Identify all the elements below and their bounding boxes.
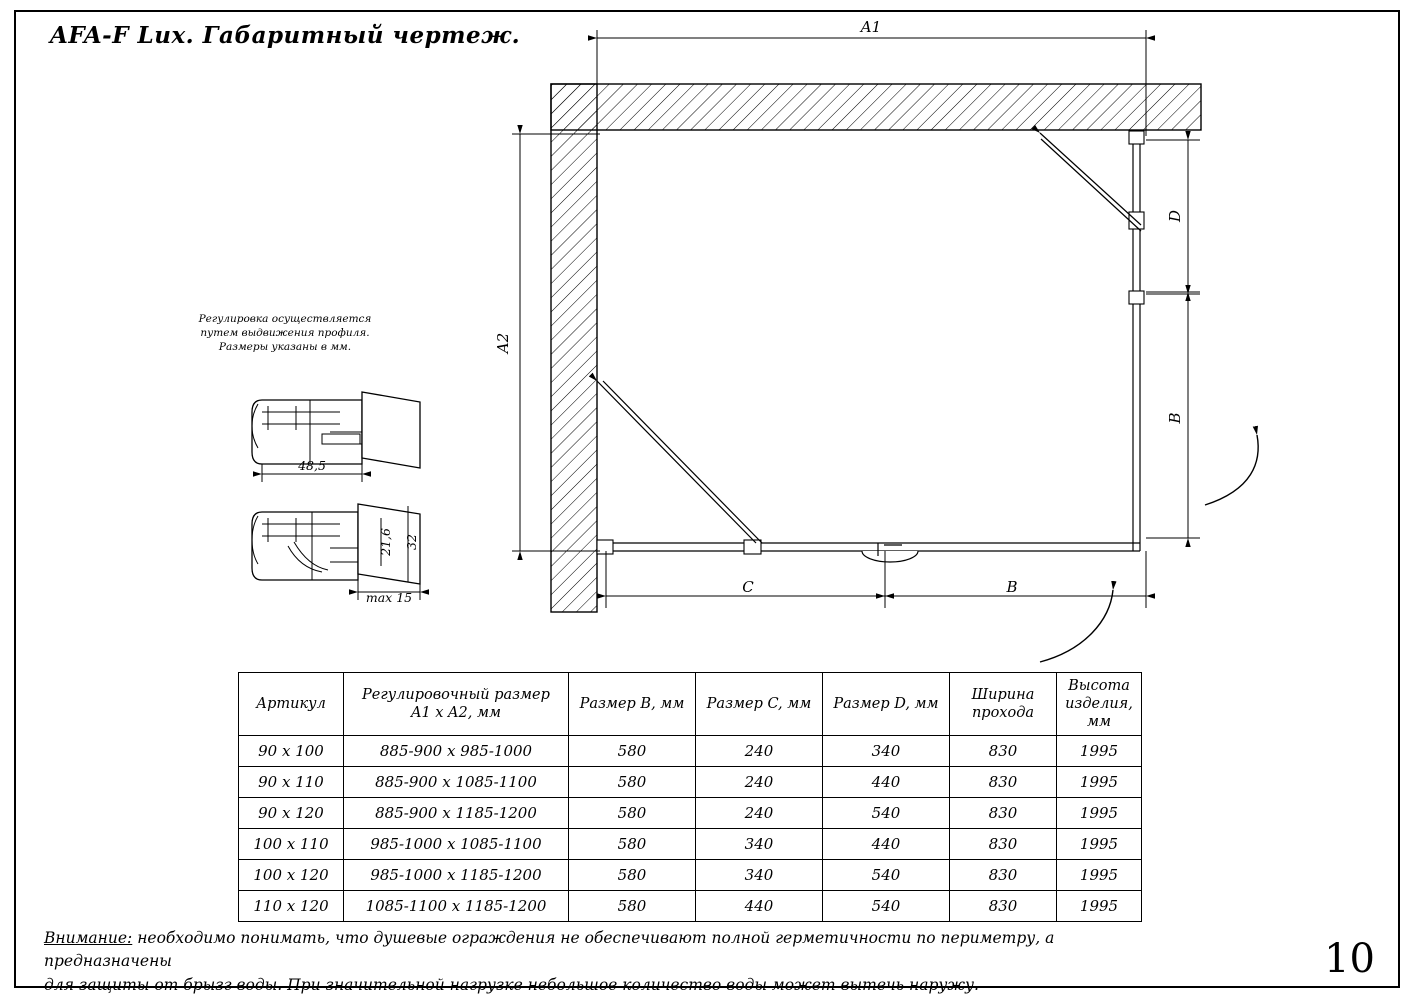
label-d: D <box>1166 209 1184 223</box>
specification-table <box>238 672 1142 922</box>
cell-adjustment: 885-900 x 1185-1200 <box>344 798 569 829</box>
cell-d: 540 <box>823 860 950 891</box>
header-size-c: Размер C, мм <box>696 673 823 736</box>
header-size-d: Размер D, мм <box>823 673 950 736</box>
cell-article: 110 x 120 <box>239 891 344 922</box>
header-article: Артикул <box>239 673 344 736</box>
label-a2: A2 <box>494 332 512 354</box>
cell-article: 100 x 110 <box>239 829 344 860</box>
cell-c: 340 <box>696 829 823 860</box>
warning-note-line-2: для защиты от брызг воды. При значительной нагрузке небольшое количество воды может вытечь наружу. <box>44 975 979 994</box>
warning-note-line-1: необходимо понимать, что душевые ограждения не обеспечивают полной герметичности по периметру, а предназначены <box>44 929 1055 971</box>
cell-d: 540 <box>823 891 950 922</box>
cell-d: 440 <box>823 829 950 860</box>
table-row <box>239 860 1142 891</box>
header-product-height: Высота изделия, мм <box>1057 673 1142 736</box>
cell-passage: 830 <box>950 767 1057 798</box>
cell-c: 440 <box>696 891 823 922</box>
cell-height: 1995 <box>1057 767 1142 798</box>
cell-passage: 830 <box>950 798 1057 829</box>
profile-section-upper <box>252 392 420 468</box>
cell-b: 580 <box>569 798 696 829</box>
cell-passage: 830 <box>950 736 1057 767</box>
table-row <box>239 798 1142 829</box>
cell-article: 90 x 120 <box>239 798 344 829</box>
cell-article: 90 x 110 <box>239 767 344 798</box>
cell-article: 100 x 120 <box>239 860 344 891</box>
cell-passage: 830 <box>950 829 1057 860</box>
profile-section-lower <box>252 504 420 584</box>
cell-adjustment: 885-900 x 985-1000 <box>344 736 569 767</box>
cell-b: 580 <box>569 860 696 891</box>
cell-b: 580 <box>569 736 696 767</box>
profile-note-line-2: путем выдвижения профиля. <box>200 327 370 340</box>
warning-note <box>44 927 1154 997</box>
profile-note-line-1: Регулировка осуществляется <box>198 313 372 325</box>
cell-b: 580 <box>569 767 696 798</box>
cell-passage: 830 <box>950 860 1057 891</box>
page-title: AFA-F Lux. Габаритный чертеж. <box>50 22 521 49</box>
cell-c: 240 <box>696 798 823 829</box>
door-swing-lines <box>597 133 1141 543</box>
table-row <box>239 829 1142 860</box>
cell-d: 540 <box>823 798 950 829</box>
cell-b: 580 <box>569 829 696 860</box>
cell-height: 1995 <box>1057 829 1142 860</box>
label-a1: A1 <box>860 18 882 36</box>
table-row <box>239 891 1142 922</box>
label-c: C <box>742 578 754 596</box>
cell-b: 580 <box>569 891 696 922</box>
header-adjustment-size: Регулировочный размер A1 x A2, мм <box>344 673 569 736</box>
table-row <box>239 736 1142 767</box>
enclosure-plan <box>597 130 1144 562</box>
profile-note-line-3: Размеры указаны в мм. <box>218 341 352 354</box>
label-profile-max: max 15 <box>365 590 413 605</box>
cell-adjustment: 985-1000 x 1085-1100 <box>344 829 569 860</box>
cell-height: 1995 <box>1057 736 1142 767</box>
cell-height: 1995 <box>1057 860 1142 891</box>
cell-article: 90 x 100 <box>239 736 344 767</box>
label-profile-width: 48,5 <box>298 458 326 473</box>
label-profile-outer-height: 32 <box>404 534 419 550</box>
cell-adjustment: 1085-1100 x 1185-1200 <box>344 891 569 922</box>
label-b-bottom: B <box>1006 578 1018 596</box>
header-size-b: Размер B, мм <box>569 673 696 736</box>
page-number: 10 <box>1324 936 1375 982</box>
label-b-right: B <box>1166 412 1184 424</box>
cell-passage: 830 <box>950 891 1057 922</box>
cell-adjustment: 885-900 x 1085-1100 <box>344 767 569 798</box>
warning-note-label: Внимание: <box>44 929 133 947</box>
cell-c: 240 <box>696 736 823 767</box>
table-header-row <box>239 673 1142 736</box>
cell-d: 340 <box>823 736 950 767</box>
cell-c: 240 <box>696 767 823 798</box>
table-row <box>239 767 1142 798</box>
swing-arc-arrows <box>1040 435 1258 662</box>
label-profile-inner-height: 21,6 <box>378 528 393 556</box>
cell-height: 1995 <box>1057 798 1142 829</box>
cell-height: 1995 <box>1057 891 1142 922</box>
wall-hatching <box>551 84 1201 612</box>
cell-d: 440 <box>823 767 950 798</box>
cell-adjustment: 985-1000 x 1185-1200 <box>344 860 569 891</box>
header-passage-width: Ширина прохода <box>950 673 1057 736</box>
cell-c: 340 <box>696 860 823 891</box>
